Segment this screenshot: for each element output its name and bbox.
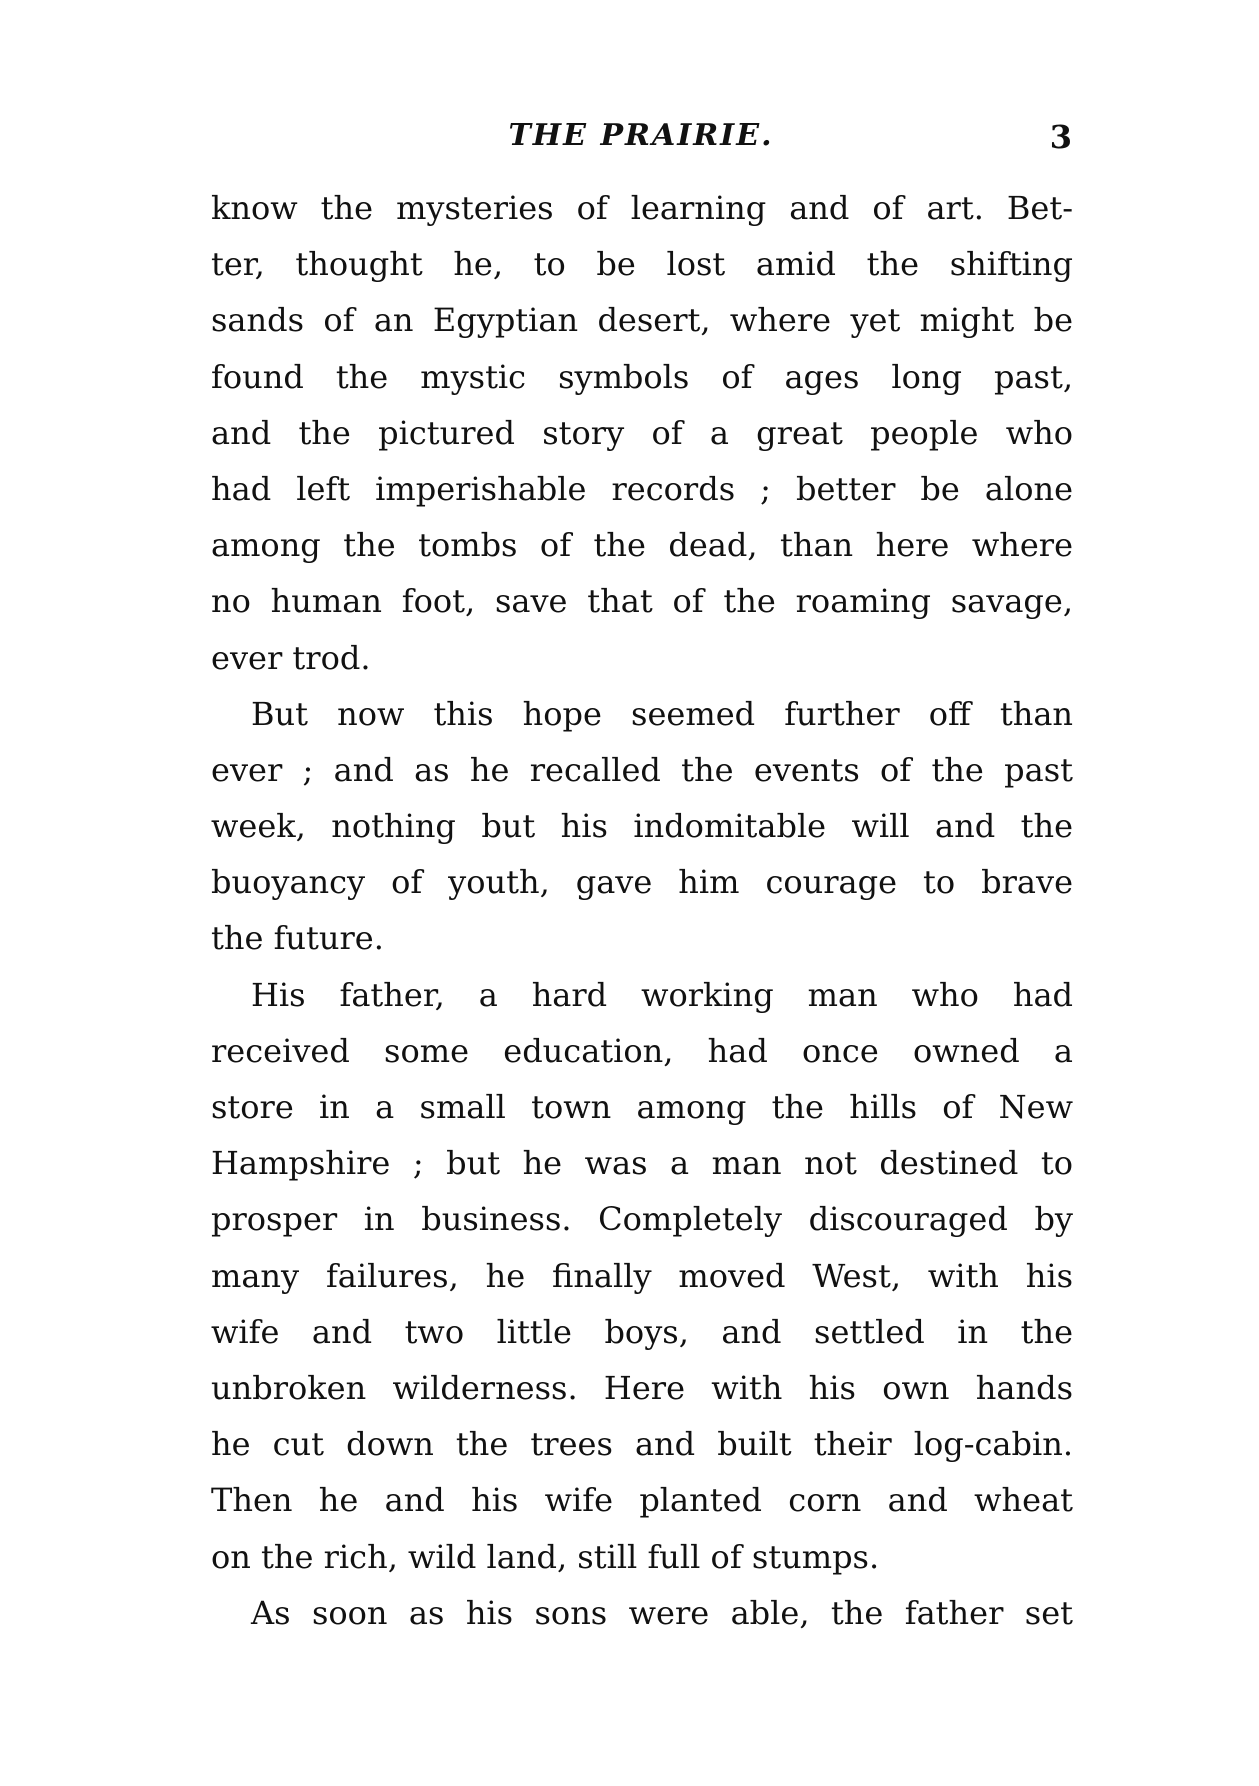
text-line: As soon as his sons were able, the father set bbox=[251, 1593, 1073, 1632]
text-line: Then he and his wife planted corn and wheat bbox=[211, 1481, 1073, 1520]
paragraph bbox=[211, 1585, 1073, 1641]
text-line: buoyancy of youth, gave him courage to brave bbox=[211, 863, 1073, 902]
running-title: THE PRAIRIE. bbox=[508, 118, 774, 153]
page-number: 3 bbox=[1049, 118, 1072, 156]
text-line: on the rich, wild land, still full of stumps. bbox=[211, 1537, 880, 1576]
text-line: know the mysteries of learning and of art. Bet- bbox=[211, 189, 1073, 227]
text-line: sands of an Egyptian desert, where yet might be bbox=[211, 301, 1073, 340]
body-text bbox=[211, 180, 1073, 1641]
text-line: Hampshire ; but he was a man not destined to bbox=[211, 1144, 1073, 1183]
text-line: store in a small town among the hills of New bbox=[211, 1088, 1073, 1126]
text-line: found the mystic symbols of ages long past, bbox=[211, 357, 1073, 396]
text-line: wife and two little boys, and settled in the bbox=[211, 1312, 1073, 1351]
paragraph bbox=[211, 967, 1073, 1585]
text-line: unbroken wilderness. Here with his own hands bbox=[211, 1368, 1073, 1407]
text-line: ter, thought he, to be lost amid the shifting bbox=[211, 245, 1073, 284]
text-line: he cut down the trees and built their log-cabin. bbox=[211, 1425, 1073, 1464]
text-line: and the pictured story of a great people who bbox=[211, 413, 1073, 452]
text-line: the future. bbox=[211, 919, 384, 958]
text-line: had left imperishable records ; better be alone bbox=[211, 469, 1073, 508]
text-line: received some education, had once owned a bbox=[211, 1031, 1073, 1070]
text-line: among the tombs of the dead, than here where bbox=[211, 526, 1073, 565]
text-line: ever ; and as he recalled the events of the past bbox=[211, 750, 1073, 789]
paragraph bbox=[211, 180, 1073, 686]
text-line: His father, a hard working man who had bbox=[251, 975, 1073, 1014]
text-line: prosper in business. Completely discouraged by bbox=[211, 1200, 1073, 1239]
text-line: many failures, he finally moved West, with his bbox=[211, 1256, 1073, 1295]
text-line: week, nothing but his indomitable will and the bbox=[211, 807, 1073, 846]
text-line: ever trod. bbox=[211, 638, 371, 677]
text-line: But now this hope seemed further off than bbox=[251, 694, 1073, 733]
text-line: no human foot, save that of the roaming savage, bbox=[211, 582, 1073, 621]
running-header bbox=[210, 118, 1072, 158]
paragraph bbox=[211, 686, 1073, 967]
